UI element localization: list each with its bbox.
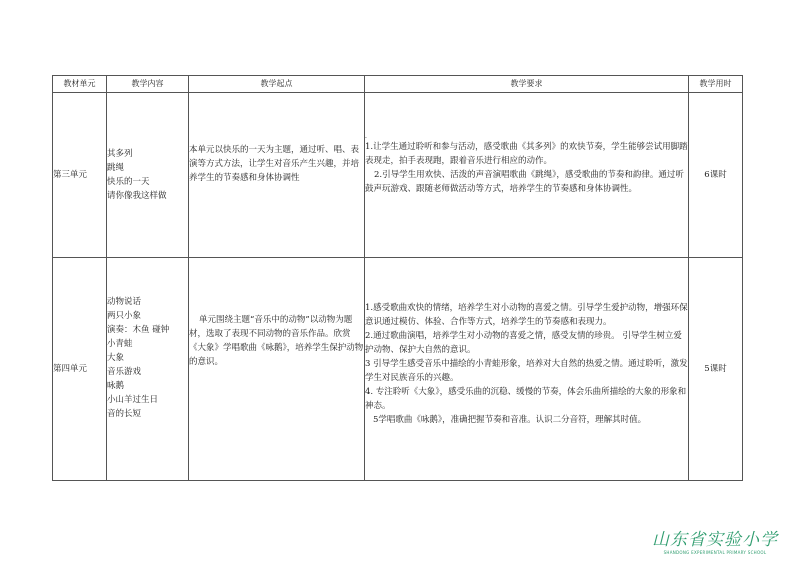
content-item: 动物说话 <box>107 297 142 307</box>
teaching-plan-table <box>52 75 743 481</box>
table-row <box>53 93 743 258</box>
start-text: 单元围绕主题“音乐中的动物”以动物为题材，选取了表现不同动物的音乐作品。欣赏《大象》学唱歌曲《咏鹅》，培养学生保护动物的意识。 <box>189 315 364 367</box>
content-item: 其多列 <box>107 149 133 159</box>
hours-cell: 5课时 <box>689 258 743 481</box>
header-unit: 教材单元 <box>53 76 107 93</box>
content-item: 咏鹅 <box>107 381 125 391</box>
content-item: 两只小象 <box>107 311 142 321</box>
requirement-item: 1.让学生通过聆听和参与活动，感受歌曲《其多列》的欢快节奏，学生能够尝试用脚踏表现走，拍手表现跑，跟着音乐进行相应的动作。 <box>365 142 688 166</box>
unit-cell: 第三单元 <box>53 93 107 258</box>
start-cell <box>189 258 365 481</box>
table-row <box>53 258 743 481</box>
start-cell <box>189 93 365 258</box>
requirement-item: 2.引导学生用欢快、活泼的声音演唱歌曲《跳绳》，感受歌曲的节奏和韵律。通过听鼓声玩游戏、跟随老师做活动等方式，培养学生的节奏感和身体协调性。 <box>365 170 684 194</box>
content-item: 快乐的一天 <box>107 177 150 187</box>
requirement-item: 4. 专注聆听《大象》，感受乐曲的沉稳、缓慢的节奏，体会乐曲所描绘的大象的形象和神态。 <box>365 387 687 411</box>
requirement-item: 2.通过歌曲演唱，培养学生对小动物的喜爱之情，感受友情的珍贵。 引导学生树立爱护动物、保护大自然的意识。 <box>365 331 682 355</box>
school-logo-english: SHANDONG EXPERIMENTAL PRIMARY SCHOOL <box>663 550 767 555</box>
content-item: 音的长短 <box>107 409 142 419</box>
content-item: 演奏：木鱼 碰钟 <box>107 325 170 335</box>
content-item: 音乐游戏 <box>107 367 142 377</box>
school-logo-chinese: 山东省实验小学 <box>652 530 778 550</box>
requirement-item: 5学唱歌曲《咏鹅》，准确把握节奏和音准。认识二分音符，理解其时值。 <box>373 415 647 425</box>
hours-cell: 6课时 <box>689 93 743 258</box>
content-item: 小青蛙 <box>107 339 133 349</box>
content-item: 小山羊过生日 <box>107 395 159 405</box>
header-requirements: 教学要求 <box>365 76 689 93</box>
header-start: 教学起点 <box>189 76 365 93</box>
content-cell <box>107 258 189 481</box>
content-item: 大象 <box>107 353 125 363</box>
content-item: 跳绳 <box>107 163 125 173</box>
requirement-item: 1.感受歌曲欢快的情绪，培养学生对小动物的喜爱之情。引导学生爱护动物，增强环保意识通过模仿、体验、合作等方式，培养学生的节奏感和表现力。 <box>365 303 688 327</box>
requirements-cell <box>365 258 689 481</box>
requirements-cell <box>365 93 689 258</box>
requirement-item: 3 引导学生感受音乐中描绘的小青蛙形象，培养对大自然的热爱之情。通过聆听，激发学生对民族音乐的兴趣。 <box>365 359 688 383</box>
start-text: 本单元以快乐的一天为主题，通过听、唱、表演等方式方法，让学生对音乐产生兴趣，并培养学生的节奏感和身体协调性 <box>189 145 360 183</box>
unit-cell: 第四单元 <box>53 258 107 481</box>
header-hours: 教学用时 <box>689 76 743 93</box>
content-cell <box>107 93 189 258</box>
table-header-row <box>53 76 743 93</box>
content-item: 请你像我这样做 <box>107 191 167 201</box>
school-logo <box>652 525 778 555</box>
header-content: 教学内容 <box>107 76 189 93</box>
bullet-mark: . <box>365 133 367 140</box>
